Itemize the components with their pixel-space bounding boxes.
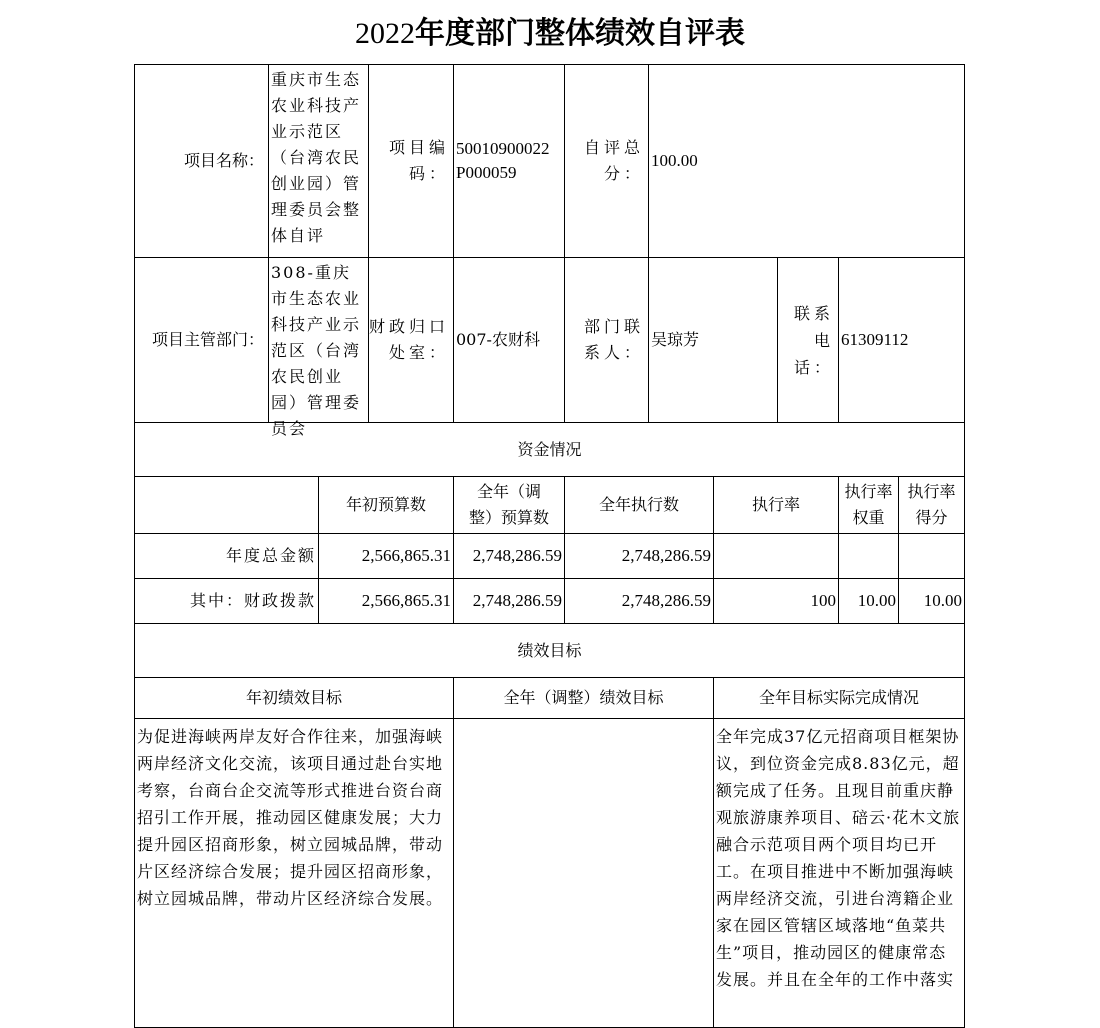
funds-row-fiscal-adjusted: 2,748,286.59 <box>453 578 565 624</box>
project-code-label: 项目编码： <box>368 64 454 258</box>
finance-value: 007-农财科 <box>453 257 565 423</box>
funds-header-rate: 执行率 <box>713 476 839 534</box>
title-text: 年度部门整体绩效自评表 <box>415 17 745 50</box>
funds-row-fiscal-executed: 2,748,286.59 <box>564 578 714 624</box>
project-code-value <box>453 64 565 258</box>
funds-row-fiscal-score: 10.00 <box>898 578 965 624</box>
project-code-line1: 50010900022 <box>456 139 550 158</box>
title-year: 2022 <box>355 17 415 50</box>
funds-header-initial: 年初预算数 <box>318 476 454 534</box>
project-name-label: 项目名称： <box>134 64 269 258</box>
project-code-line2: P000059 <box>456 163 517 182</box>
score-value: 100.00 <box>648 64 965 258</box>
contact-value: 吴琼芳 <box>648 257 778 423</box>
goals-actual-text: 全年完成37亿元招商项目框架协议，到位资金完成8.83亿元，超额完成了任务。且现目前重庆静观旅游康养项目、碚云·花木文旅融合示范项目两个项目均已开工。在项目推进中不断加强海峡两岸经济交流，引进台湾籍企业家在园区管辖区域落地“鱼菜共生”项目，推动园区的健康常态发展。并且在全年的工作中落实 <box>713 718 965 1028</box>
goals-adjusted-text <box>453 718 714 1028</box>
goals-section-header: 绩效目标 <box>134 623 965 678</box>
funds-row-total-initial: 2,566,865.31 <box>318 533 454 579</box>
funds-header-adjusted: 全年（调整）预算数 <box>453 476 565 534</box>
funds-row-total-label: 年度总金额 <box>134 533 319 579</box>
page-title <box>0 8 1100 52</box>
funds-header-weight: 执行率权重 <box>838 476 899 534</box>
goals-header-initial: 年初绩效目标 <box>134 677 454 719</box>
funds-row-fiscal-label: 其中：财政拨款 <box>134 578 319 624</box>
goals-initial-text: 为促进海峡两岸友好合作往来，加强海峡两岸经济文化交流，该项目通过赴台实地考察，台商台企交流等形式推进台资台商招引工作开展，推动园区健康发展；大力提升园区招商形象，树立园城品牌，带动片区经济综合发展；提升园区招商形象，树立园城品牌，带动片区经济综合发展。 <box>134 718 454 1028</box>
dept-label: 项目主管部门： <box>134 257 269 423</box>
funds-row-fiscal-weight: 10.00 <box>838 578 899 624</box>
contact-label: 部门联系人： <box>564 257 649 423</box>
score-label: 自评总分： <box>564 64 649 258</box>
goals-header-actual: 全年目标实际完成情况 <box>713 677 965 719</box>
funds-row-total-rate <box>713 533 839 579</box>
project-name-value: 重庆市生态农业科技产业示范区（台湾农民创业园）管理委员会整体自评 <box>268 64 369 258</box>
funds-header-executed: 全年执行数 <box>564 476 714 534</box>
finance-label: 财政归口处室： <box>368 257 454 423</box>
funds-row-total-weight <box>838 533 899 579</box>
dept-value: 308-重庆市生态农业科技产业示范区（台湾农民创业园）管理委员会 <box>268 257 369 423</box>
phone-value: 61309112 <box>838 257 965 423</box>
phone-label: 联系电话： <box>777 257 839 423</box>
funds-row-total-score <box>898 533 965 579</box>
funds-row-total-executed: 2,748,286.59 <box>564 533 714 579</box>
funds-header-blank <box>134 476 319 534</box>
funds-section-header: 资金情况 <box>134 422 965 477</box>
goals-header-adjusted: 全年（调整）绩效目标 <box>453 677 714 719</box>
funds-header-score: 执行率得分 <box>898 476 965 534</box>
funds-row-total-adjusted: 2,748,286.59 <box>453 533 565 579</box>
funds-row-fiscal-initial: 2,566,865.31 <box>318 578 454 624</box>
funds-row-fiscal-rate: 100 <box>713 578 839 624</box>
